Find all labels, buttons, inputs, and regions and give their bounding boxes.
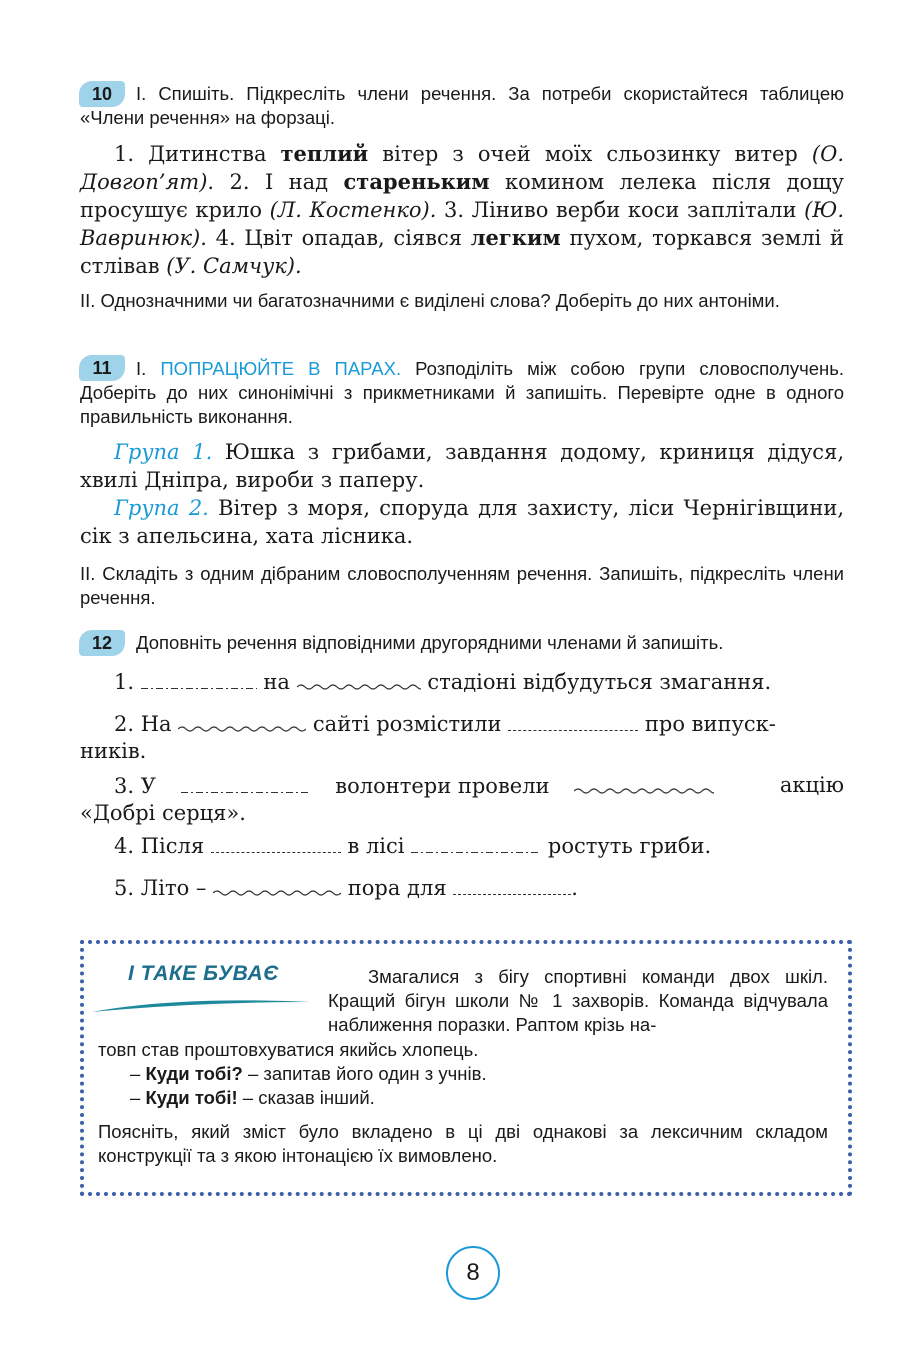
blank-wavy: [178, 709, 306, 731]
dash: –: [130, 1087, 146, 1108]
task-number-11: 11: [79, 355, 125, 381]
task-number-10: 10: [79, 81, 125, 107]
text-segment: про випуск-: [644, 712, 776, 736]
task11-part2: ІІ. Складіть з одним дібраним словосполученням речення. Запишіть, підкресліть члени речення.: [80, 563, 844, 608]
text-segment: волонтери провели: [335, 774, 550, 798]
task10-text: [80, 140, 844, 280]
dialogue-phrase: Куди тобі!: [145, 1087, 238, 1108]
text-segment: 3. У: [114, 774, 156, 798]
text-segment: 3. Ліниво верби коси заплітали: [436, 198, 805, 222]
sentence-3: [114, 771, 844, 800]
blank-wavy: [213, 873, 341, 895]
text-segment: Розподіліть між собою групи словосполучень. Доберіть до них синонімічні з прикметниками й запишіть. Перевірте одне в одного правильність виконання.: [80, 358, 844, 427]
highlighted-word: теплий: [280, 141, 369, 166]
text-segment: – сказав інший.: [237, 1087, 375, 1108]
highlighted-word: легким: [470, 225, 561, 250]
task10-instruction: І. Спишіть. Підкресліть члени речення. За потреби скористайтеся таблицею «Члени речення» на форзаці.: [80, 83, 844, 128]
author: (Ю. Вавринюк).: [80, 198, 844, 250]
text-segment: 2. На: [114, 712, 172, 736]
text-segment: 4. Після: [114, 834, 205, 858]
text-segment: – запитав його один з учнів.: [242, 1063, 487, 1084]
task11-instruction: [80, 357, 844, 429]
text-segment: ростуть гриби.: [547, 834, 712, 858]
group1: [80, 438, 844, 494]
group2: [80, 494, 844, 550]
group2-label: Група 2.: [114, 496, 209, 520]
sentence-2-continued: ників.: [80, 739, 147, 763]
dash: –: [130, 1063, 146, 1084]
text-segment: комином лелека після дощу просушує крило: [80, 170, 844, 222]
text-segment: на: [263, 670, 290, 694]
text-segment: сайті розмістили: [312, 712, 502, 736]
sentence-3-continued: «Добрі серця».: [80, 801, 246, 825]
box-story-part1: Змагалися з бігу спортивні команди двох шкіл. Кращий бігун школи № 1 захворів. Команда відчувала наближення поразки. Раптом крізь на-: [328, 966, 828, 1035]
dialogue-line-2: [130, 1086, 830, 1110]
group1-text: Юшка з грибами, завдання додому, криниця дідуся, хвилі Дніпра, вироби з паперу.: [80, 440, 844, 492]
blank-dashed: [508, 710, 638, 731]
blank-dashdot: [411, 833, 541, 853]
text-segment: в лісі: [347, 834, 405, 858]
task-number-12: 12: [79, 630, 125, 656]
text-segment: акцію: [779, 773, 844, 797]
author: (О. Довгоп’ят).: [80, 142, 845, 194]
author: (Л. Костенко).: [269, 198, 437, 222]
text-segment: 1. Дитинства: [114, 142, 281, 166]
text-segment: 1.: [114, 670, 135, 694]
dialogue-phrase: Куди тобі?: [145, 1063, 243, 1084]
pair-work-label: ПОПРАЦЮЙТЕ В ПАРАХ.: [160, 358, 402, 379]
text-segment: 4. Цвіт опадав, сіявся: [206, 226, 471, 250]
text-segment: 2. І над: [214, 170, 344, 194]
text-segment: вітер з очей моїх сльозинку витер: [368, 142, 812, 166]
text-segment: .: [571, 876, 578, 900]
box-title: І ТАКЕ БУВАЄ: [128, 962, 279, 985]
sentence-1: [114, 667, 771, 696]
dialogue-line-1: [130, 1062, 830, 1086]
sentence-5: [114, 873, 578, 902]
sentence-2: [114, 709, 776, 738]
box-story-part2: товп став проштовхуватися якийсь хлопець.: [98, 1039, 479, 1060]
author: (У. Самчук).: [166, 254, 302, 278]
blank-dashdot: [181, 773, 311, 793]
blank-dashed: [211, 832, 341, 853]
text-segment: пора для: [347, 876, 447, 900]
blank-dashdot: [141, 669, 257, 689]
task10-part2: ІІ. Однозначними чи багатозначними є виділені слова? Доберіть до них антоніми.: [80, 290, 780, 311]
blank-wavy: [574, 771, 714, 793]
text-segment: 5. Літо –: [114, 876, 207, 900]
sentence-4: [114, 832, 711, 860]
blank-wavy: [297, 667, 421, 689]
group2-text: Вітер з моря, споруда для захисту, ліси Чернігівщини, сік з апельсина, хата лісника.: [80, 496, 844, 548]
task12-instruction: Доповніть речення відповідними другорядними членами й запишіть.: [136, 632, 724, 653]
text-segment: І.: [136, 358, 161, 379]
highlighted-word: стареньким: [343, 169, 490, 194]
box-task: Поясніть, який зміст було вкладено в ці дві однакові за лексичним складом конструкції та з якою інтонацією їх вимовлено.: [98, 1121, 828, 1166]
text-segment: стадіоні відбудуться змагання.: [427, 670, 772, 694]
swoosh-decoration: [88, 992, 318, 1016]
group1-label: Група 1.: [114, 440, 213, 464]
text-segment: пухом, торкався землі й стлівав: [80, 226, 844, 278]
page-number: 8: [446, 1246, 500, 1300]
blank-dashed: [453, 874, 571, 895]
